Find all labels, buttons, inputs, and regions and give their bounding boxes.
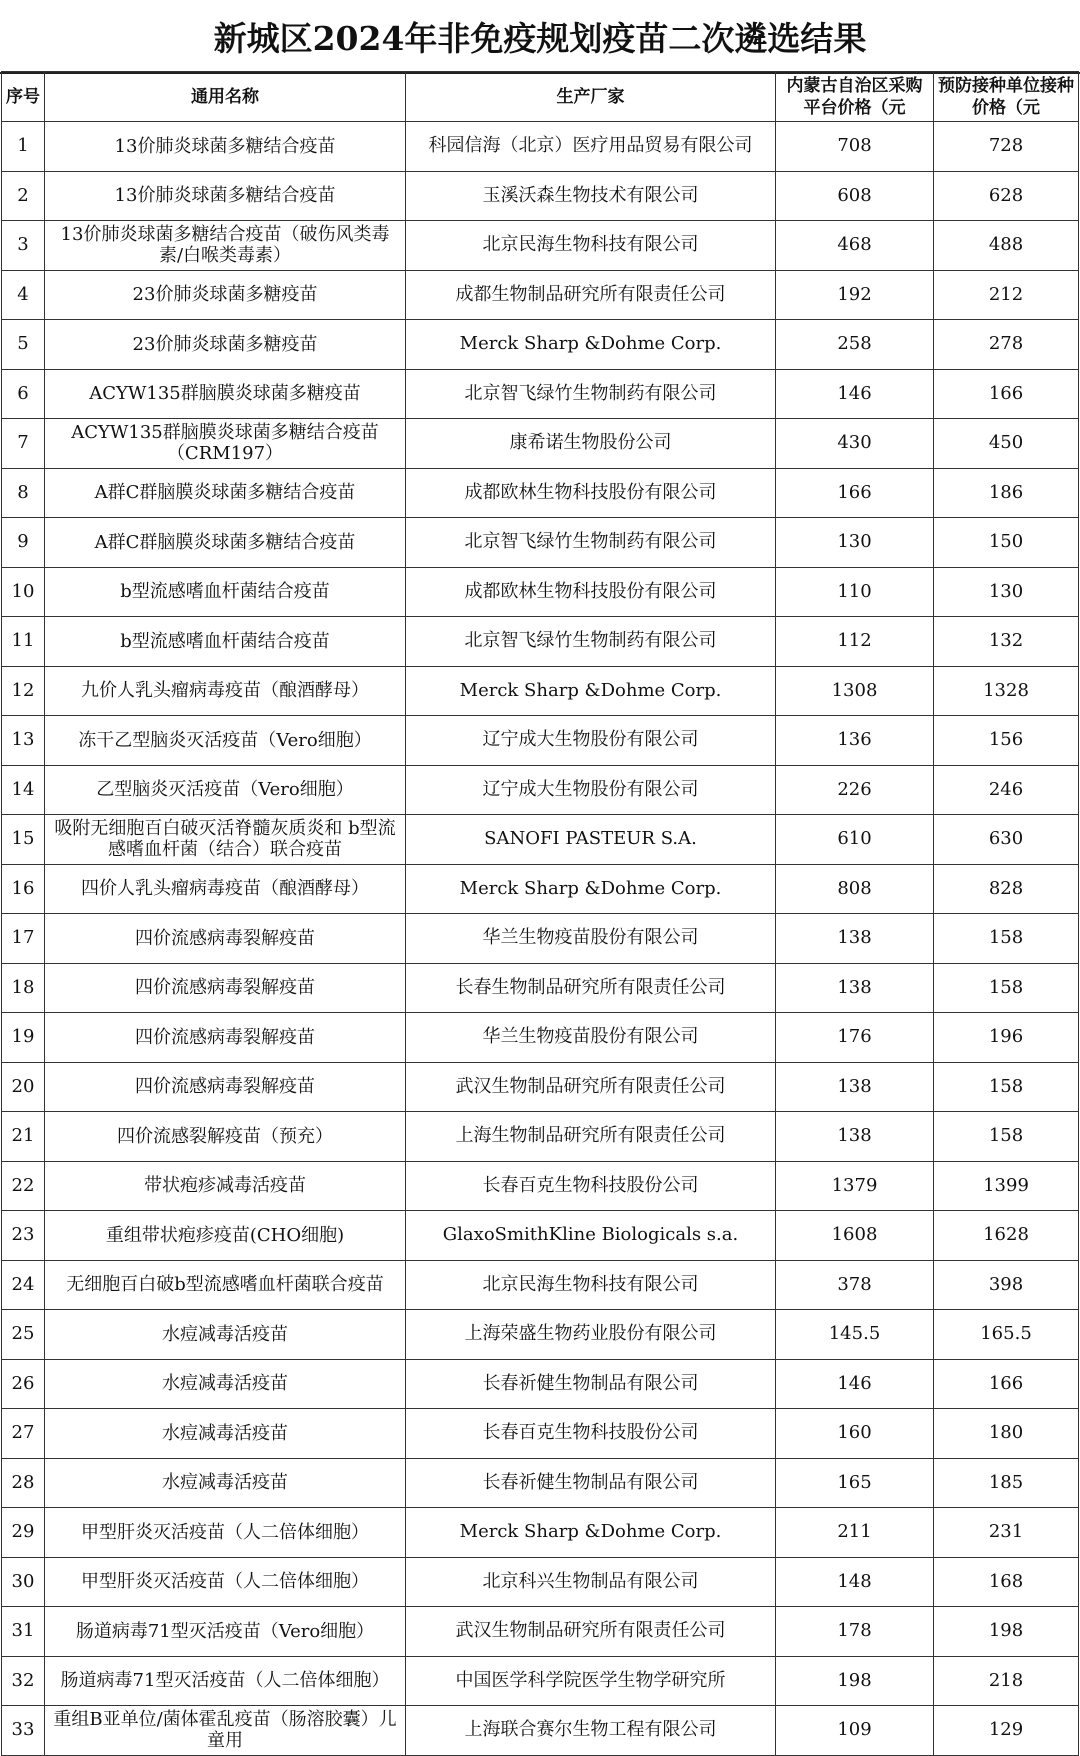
cell-maker: 上海生物制品研究所有限责任公司 <box>406 1112 776 1162</box>
cell-maker: 成都欧林生物科技股份有限公司 <box>406 567 776 617</box>
cell-price-unit: 186 <box>934 468 1079 518</box>
cell-name: 无细胞百白破b型流感嗜血杆菌联合疫苗 <box>45 1260 406 1310</box>
cell-price-unit: 628 <box>934 171 1079 221</box>
cell-price-unit: 165.5 <box>934 1310 1079 1360</box>
table-row <box>2 1607 1079 1657</box>
cell-maker: 长春百克生物科技股份公司 <box>406 1161 776 1211</box>
cell-seq: 5 <box>2 320 45 370</box>
cell-price-platform: 610 <box>776 815 934 865</box>
cell-seq: 3 <box>2 221 45 271</box>
cell-seq: 23 <box>2 1211 45 1261</box>
cell-seq: 25 <box>2 1310 45 1360</box>
header-name: 通用名称 <box>45 72 406 122</box>
cell-price-platform: 138 <box>776 963 934 1013</box>
cell-price-unit: 450 <box>934 419 1079 469</box>
cell-maker: Merck Sharp &Dohme Corp. <box>406 864 776 914</box>
table-row <box>2 1656 1079 1706</box>
cell-seq: 11 <box>2 617 45 667</box>
cell-seq: 18 <box>2 963 45 1013</box>
cell-name: A群C群脑膜炎球菌多糖结合疫苗 <box>45 518 406 568</box>
cell-price-unit: 231 <box>934 1508 1079 1558</box>
cell-name: 水痘减毒活疫苗 <box>45 1359 406 1409</box>
cell-maker: 华兰生物疫苗股份有限公司 <box>406 1013 776 1063</box>
cell-seq: 14 <box>2 765 45 815</box>
cell-seq: 2 <box>2 171 45 221</box>
cell-seq: 13 <box>2 716 45 766</box>
cell-maker: 北京智飞绿竹生物制药有限公司 <box>406 518 776 568</box>
cell-seq: 32 <box>2 1656 45 1706</box>
cell-name: 乙型脑炎灭活疫苗（Vero细胞） <box>45 765 406 815</box>
table-row <box>2 1211 1079 1261</box>
cell-maker: 北京智飞绿竹生物制药有限公司 <box>406 617 776 667</box>
table-row <box>2 914 1079 964</box>
cell-price-unit: 158 <box>934 1112 1079 1162</box>
cell-seq: 7 <box>2 419 45 469</box>
cell-seq: 17 <box>2 914 45 964</box>
cell-maker: Merck Sharp &Dohme Corp. <box>406 666 776 716</box>
cell-seq: 10 <box>2 567 45 617</box>
cell-price-unit: 828 <box>934 864 1079 914</box>
cell-price-platform: 145.5 <box>776 1310 934 1360</box>
table-row <box>2 1409 1079 1459</box>
cell-price-platform: 192 <box>776 270 934 320</box>
cell-maker: 北京智飞绿竹生物制药有限公司 <box>406 369 776 419</box>
cell-seq: 16 <box>2 864 45 914</box>
cell-price-platform: 808 <box>776 864 934 914</box>
cell-name: ACYW135群脑膜炎球菌多糖疫苗 <box>45 369 406 419</box>
header-price-platform: 内蒙古自治区采购平台价格（元 <box>776 72 934 122</box>
cell-price-unit: 180 <box>934 1409 1079 1459</box>
cell-price-platform: 138 <box>776 914 934 964</box>
cell-price-platform: 138 <box>776 1062 934 1112</box>
cell-price-unit: 1628 <box>934 1211 1079 1261</box>
cell-seq: 19 <box>2 1013 45 1063</box>
table-row <box>2 765 1079 815</box>
cell-name: 四价流感裂解疫苗（预充） <box>45 1112 406 1162</box>
cell-maker: 中国医学科学院医学生物学研究所 <box>406 1656 776 1706</box>
cell-price-unit: 212 <box>934 270 1079 320</box>
cell-name: 四价流感病毒裂解疫苗 <box>45 914 406 964</box>
cell-seq: 12 <box>2 666 45 716</box>
cell-price-unit: 198 <box>934 1607 1079 1657</box>
table-row <box>2 815 1079 865</box>
cell-name: 13价肺炎球菌多糖结合疫苗 <box>45 122 406 172</box>
cell-name: 四价流感病毒裂解疫苗 <box>45 963 406 1013</box>
cell-seq: 15 <box>2 815 45 865</box>
cell-maker: SANOFI PASTEUR S.A. <box>406 815 776 865</box>
cell-price-unit: 488 <box>934 221 1079 271</box>
cell-price-unit: 166 <box>934 1359 1079 1409</box>
cell-name: 甲型肝炎灭活疫苗（人二倍体细胞） <box>45 1557 406 1607</box>
cell-price-platform: 136 <box>776 716 934 766</box>
cell-seq: 28 <box>2 1458 45 1508</box>
table-row <box>2 617 1079 667</box>
table-row <box>2 1260 1079 1310</box>
cell-maker: 长春百克生物科技股份公司 <box>406 1409 776 1459</box>
cell-price-platform: 258 <box>776 320 934 370</box>
header-maker: 生产厂家 <box>406 72 776 122</box>
cell-maker: 北京民海生物科技有限公司 <box>406 221 776 271</box>
cell-price-platform: 110 <box>776 567 934 617</box>
cell-maker: 辽宁成大生物股份有限公司 <box>406 716 776 766</box>
table-row <box>2 1508 1079 1558</box>
cell-price-platform: 226 <box>776 765 934 815</box>
table-row <box>2 567 1079 617</box>
cell-price-platform: 146 <box>776 1359 934 1409</box>
cell-price-unit: 129 <box>934 1706 1079 1756</box>
cell-seq: 8 <box>2 468 45 518</box>
vaccine-table <box>1 71 1079 1756</box>
cell-maker: Merck Sharp &Dohme Corp. <box>406 1508 776 1558</box>
cell-price-platform: 165 <box>776 1458 934 1508</box>
cell-seq: 21 <box>2 1112 45 1162</box>
table-row <box>2 1062 1079 1112</box>
cell-name: 23价肺炎球菌多糖疫苗 <box>45 320 406 370</box>
cell-price-platform: 166 <box>776 468 934 518</box>
cell-price-platform: 176 <box>776 1013 934 1063</box>
table-row <box>2 1161 1079 1211</box>
table-row <box>2 122 1079 172</box>
cell-price-platform: 146 <box>776 369 934 419</box>
table-row <box>2 270 1079 320</box>
table-row <box>2 419 1079 469</box>
cell-name: ACYW135群脑膜炎球菌多糖结合疫苗（CRM197） <box>45 419 406 469</box>
cell-name: 13价肺炎球菌多糖结合疫苗 <box>45 171 406 221</box>
cell-maker: 长春生物制品研究所有限责任公司 <box>406 963 776 1013</box>
cell-name: 水痘减毒活疫苗 <box>45 1310 406 1360</box>
table-row <box>2 1359 1079 1409</box>
cell-price-platform: 178 <box>776 1607 934 1657</box>
cell-name: 九价人乳头瘤病毒疫苗（酿酒酵母） <box>45 666 406 716</box>
cell-maker: 上海荣盛生物药业股份有限公司 <box>406 1310 776 1360</box>
header-price-unit: 预防接种单位接种价格（元 <box>934 72 1079 122</box>
cell-maker: 北京民海生物科技有限公司 <box>406 1260 776 1310</box>
cell-maker: 武汉生物制品研究所有限责任公司 <box>406 1062 776 1112</box>
table-row <box>2 320 1079 370</box>
cell-maker: 康希诺生物股份公司 <box>406 419 776 469</box>
cell-seq: 33 <box>2 1706 45 1756</box>
cell-name: 肠道病毒71型灭活疫苗（人二倍体细胞） <box>45 1656 406 1706</box>
table-row <box>2 1557 1079 1607</box>
cell-price-unit: 398 <box>934 1260 1079 1310</box>
cell-seq: 9 <box>2 518 45 568</box>
table-body <box>2 122 1079 1756</box>
cell-name: 带状疱疹减毒活疫苗 <box>45 1161 406 1211</box>
page-title: 新城区2024年非免疫规划疫苗二次遴选结果 <box>0 0 1080 74</box>
cell-seq: 22 <box>2 1161 45 1211</box>
table-row <box>2 716 1079 766</box>
table-row <box>2 864 1079 914</box>
cell-price-platform: 198 <box>776 1656 934 1706</box>
cell-price-unit: 150 <box>934 518 1079 568</box>
cell-maker: 长春祈健生物制品有限公司 <box>406 1458 776 1508</box>
cell-price-unit: 728 <box>934 122 1079 172</box>
table-row <box>2 963 1079 1013</box>
cell-price-unit: 196 <box>934 1013 1079 1063</box>
cell-price-unit: 158 <box>934 914 1079 964</box>
cell-seq: 24 <box>2 1260 45 1310</box>
cell-price-unit: 156 <box>934 716 1079 766</box>
cell-seq: 29 <box>2 1508 45 1558</box>
cell-name: 水痘减毒活疫苗 <box>45 1409 406 1459</box>
cell-price-unit: 166 <box>934 369 1079 419</box>
cell-maker: 成都生物制品研究所有限责任公司 <box>406 270 776 320</box>
cell-price-unit: 158 <box>934 1062 1079 1112</box>
cell-price-platform: 378 <box>776 1260 934 1310</box>
cell-maker: GlaxoSmithKline Biologicals s.a. <box>406 1211 776 1261</box>
cell-price-platform: 211 <box>776 1508 934 1558</box>
table-row <box>2 1310 1079 1360</box>
cell-price-unit: 246 <box>934 765 1079 815</box>
table-header-row <box>2 72 1079 122</box>
cell-price-unit: 218 <box>934 1656 1079 1706</box>
table-row <box>2 221 1079 271</box>
cell-price-unit: 158 <box>934 963 1079 1013</box>
cell-price-unit: 132 <box>934 617 1079 667</box>
cell-price-unit: 1328 <box>934 666 1079 716</box>
cell-seq: 6 <box>2 369 45 419</box>
cell-maker: 长春祈健生物制品有限公司 <box>406 1359 776 1409</box>
cell-seq: 1 <box>2 122 45 172</box>
cell-price-platform: 138 <box>776 1112 934 1162</box>
cell-price-unit: 168 <box>934 1557 1079 1607</box>
cell-price-platform: 608 <box>776 171 934 221</box>
cell-name: 重组B亚单位/菌体霍乱疫苗（肠溶胶囊）儿童用 <box>45 1706 406 1756</box>
cell-seq: 20 <box>2 1062 45 1112</box>
header-seq: 序号 <box>2 72 45 122</box>
cell-price-platform: 148 <box>776 1557 934 1607</box>
cell-maker: 玉溪沃森生物技术有限公司 <box>406 171 776 221</box>
cell-price-platform: 1608 <box>776 1211 934 1261</box>
cell-maker: 北京科兴生物制品有限公司 <box>406 1557 776 1607</box>
cell-maker: 华兰生物疫苗股份有限公司 <box>406 914 776 964</box>
cell-price-platform: 708 <box>776 122 934 172</box>
cell-seq: 30 <box>2 1557 45 1607</box>
cell-maker: 成都欧林生物科技股份有限公司 <box>406 468 776 518</box>
cell-price-platform: 430 <box>776 419 934 469</box>
cell-price-platform: 112 <box>776 617 934 667</box>
cell-seq: 26 <box>2 1359 45 1409</box>
cell-price-unit: 630 <box>934 815 1079 865</box>
cell-maker: Merck Sharp &Dohme Corp. <box>406 320 776 370</box>
cell-seq: 27 <box>2 1409 45 1459</box>
cell-name: 四价流感病毒裂解疫苗 <box>45 1062 406 1112</box>
cell-seq: 31 <box>2 1607 45 1657</box>
table-row <box>2 1458 1079 1508</box>
cell-name: 四价人乳头瘤病毒疫苗（酿酒酵母） <box>45 864 406 914</box>
cell-name: 水痘减毒活疫苗 <box>45 1458 406 1508</box>
cell-maker: 上海联合赛尔生物工程有限公司 <box>406 1706 776 1756</box>
cell-name: b型流感嗜血杆菌结合疫苗 <box>45 567 406 617</box>
cell-name: 重组带状疱疹疫苗(CHO细胞) <box>45 1211 406 1261</box>
table-row <box>2 1112 1079 1162</box>
table-row <box>2 666 1079 716</box>
cell-price-platform: 1379 <box>776 1161 934 1211</box>
table-row <box>2 1706 1079 1756</box>
cell-name: 甲型肝炎灭活疫苗（人二倍体细胞） <box>45 1508 406 1558</box>
cell-price-unit: 1399 <box>934 1161 1079 1211</box>
cell-price-platform: 1308 <box>776 666 934 716</box>
cell-name: 四价流感病毒裂解疫苗 <box>45 1013 406 1063</box>
cell-price-platform: 109 <box>776 1706 934 1756</box>
cell-name: A群C群脑膜炎球菌多糖结合疫苗 <box>45 468 406 518</box>
cell-price-platform: 160 <box>776 1409 934 1459</box>
table-row <box>2 518 1079 568</box>
cell-price-platform: 468 <box>776 221 934 271</box>
table-row <box>2 171 1079 221</box>
cell-name: 23价肺炎球菌多糖疫苗 <box>45 270 406 320</box>
cell-name: 肠道病毒71型灭活疫苗（Vero细胞） <box>45 1607 406 1657</box>
cell-maker: 科园信海（北京）医疗用品贸易有限公司 <box>406 122 776 172</box>
cell-maker: 辽宁成大生物股份有限公司 <box>406 765 776 815</box>
cell-name: 吸附无细胞百白破灭活脊髓灰质炎和 b型流感嗜血杆菌（结合）联合疫苗 <box>45 815 406 865</box>
table-row <box>2 1013 1079 1063</box>
cell-price-platform: 130 <box>776 518 934 568</box>
cell-seq: 4 <box>2 270 45 320</box>
table-row <box>2 369 1079 419</box>
cell-name: b型流感嗜血杆菌结合疫苗 <box>45 617 406 667</box>
cell-price-unit: 130 <box>934 567 1079 617</box>
cell-price-unit: 278 <box>934 320 1079 370</box>
table-row <box>2 468 1079 518</box>
cell-price-unit: 185 <box>934 1458 1079 1508</box>
cell-maker: 武汉生物制品研究所有限责任公司 <box>406 1607 776 1657</box>
cell-name: 冻干乙型脑炎灭活疫苗（Vero细胞） <box>45 716 406 766</box>
cell-name: 13价肺炎球菌多糖结合疫苗（破伤风类毒素/白喉类毒素） <box>45 221 406 271</box>
